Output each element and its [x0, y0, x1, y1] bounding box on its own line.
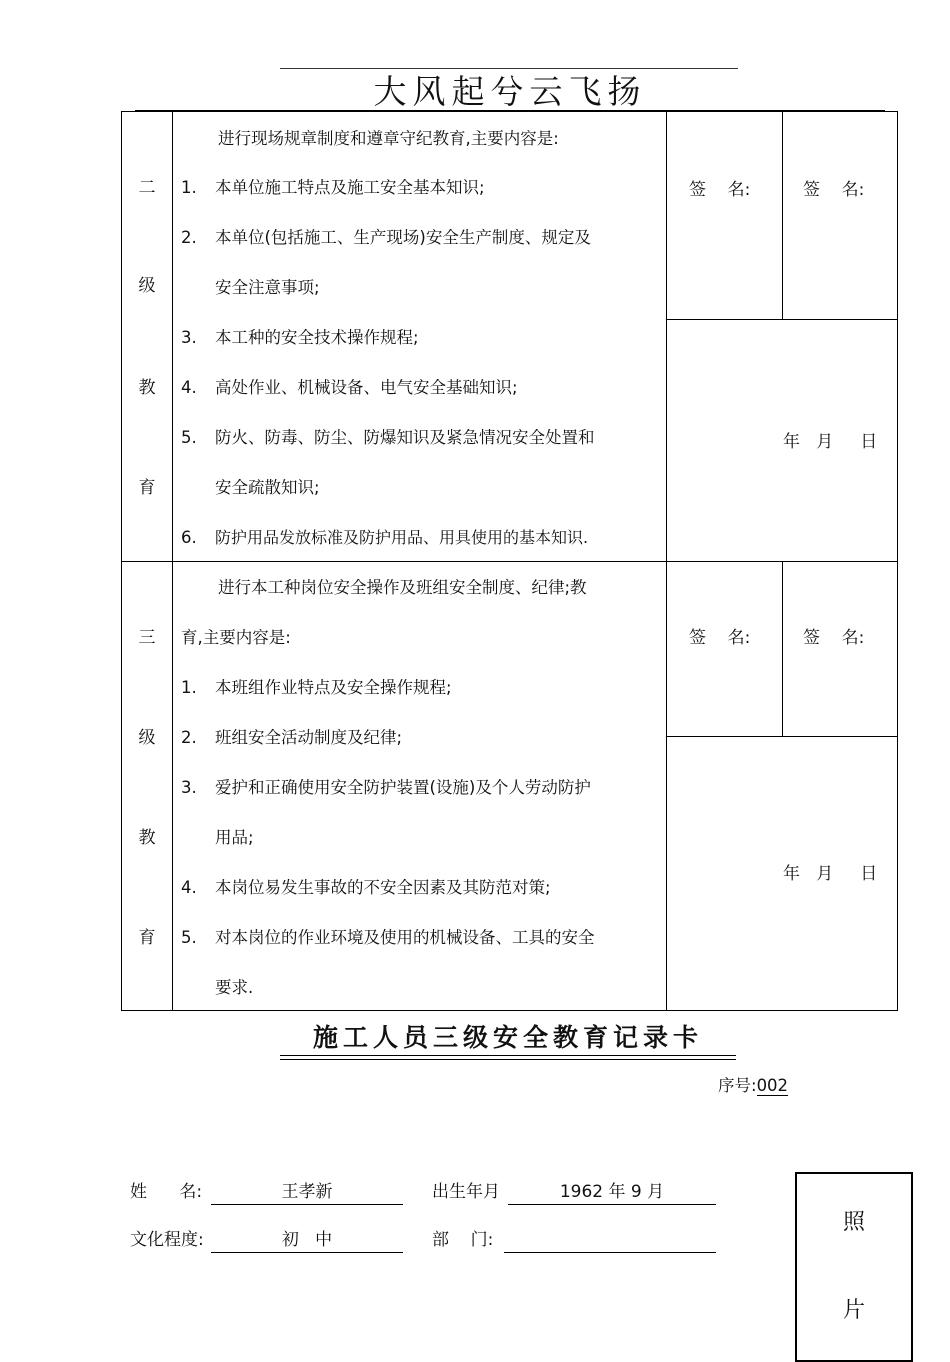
- item-text: 防护用品发放标准及防护用品、用具使用的基本知识.: [215, 528, 589, 547]
- section-2-label-char: 育: [138, 478, 156, 498]
- item-number: 1.: [181, 178, 197, 197]
- item-text: 对本岗位的作业环境及使用的机械设备、工具的安全: [215, 928, 595, 947]
- item-text: 爱护和正确使用安全防护装置(设施)及个人劳动防护: [215, 778, 591, 797]
- signature-label: 签 名:: [689, 628, 751, 648]
- item-number: 6.: [181, 528, 197, 547]
- education-label: 文化程度:: [130, 1230, 204, 1250]
- header-rule-top: [280, 68, 738, 69]
- photo-box: [795, 1172, 913, 1362]
- name-label: 姓 名:: [130, 1182, 203, 1202]
- col-divider: [782, 561, 783, 736]
- serial-label: 序号:: [718, 1076, 757, 1095]
- serial-number: [718, 1074, 788, 1098]
- item-number: 5.: [181, 428, 197, 447]
- item-text: 高处作业、机械设备、电气安全基础知识;: [215, 378, 518, 397]
- slogan: 大风起兮云飞扬: [373, 72, 647, 111]
- col-divider: [666, 561, 667, 1011]
- item-text: 本单位(包括施工、生产现场)安全生产制度、规定及: [215, 228, 591, 247]
- department-field[interactable]: [504, 1228, 716, 1253]
- section-3-label-char: 级: [138, 728, 156, 748]
- item-text: 本岗位易发生事故的不安全因素及其防范对策;: [215, 878, 551, 897]
- section-3-intro: 进行本工种岗位安全操作及班组安全制度、纪律;教: [218, 578, 587, 597]
- row-divider: [666, 736, 897, 737]
- item-text: 本班组作业特点及安全操作规程;: [215, 678, 452, 697]
- section-2-label-char: 教: [138, 378, 156, 398]
- section-3-label-char: 育: [138, 928, 156, 948]
- card-title: 施工人员三级安全教育记录卡: [312, 1023, 703, 1052]
- item-number: 2.: [181, 728, 197, 747]
- item-text: 防火、防毒、防尘、防爆知识及紧急情况安全处置和: [215, 428, 595, 447]
- signature-label: 签 名:: [803, 180, 865, 200]
- section-2-intro: 进行现场规章制度和遵章守纪教育,主要内容是:: [218, 129, 559, 148]
- item-number: 2.: [181, 228, 197, 247]
- item-text: 本单位施工特点及施工安全基本知识;: [215, 178, 485, 197]
- item-text: 用品;: [215, 828, 254, 847]
- item-text: 安全疏散知识;: [215, 478, 320, 497]
- date-label: 年 月 日: [783, 432, 878, 452]
- section-2-label-char: 二: [138, 178, 156, 198]
- row-divider: [666, 319, 897, 320]
- section-3-intro: 育,主要内容是:: [181, 628, 291, 647]
- item-number: 5.: [181, 928, 197, 947]
- signature-label: 签 名:: [689, 180, 751, 200]
- serial-value: 002: [756, 1076, 789, 1095]
- section-3-label-char: 三: [138, 628, 156, 648]
- item-number: 4.: [181, 378, 197, 397]
- birth-field[interactable]: 1962 年 9 月: [508, 1180, 716, 1205]
- education-field[interactable]: 初 中: [211, 1228, 403, 1253]
- item-text: 本工种的安全技术操作规程;: [215, 328, 419, 347]
- col-divider: [666, 111, 667, 562]
- department-label: 部 门:: [432, 1230, 494, 1250]
- photo-label-char: 照: [842, 1210, 865, 1235]
- title-underline: [280, 1055, 736, 1056]
- item-text: 安全注意事项;: [215, 278, 320, 297]
- photo-label-char: 片: [842, 1298, 865, 1323]
- title-underline: [280, 1059, 736, 1060]
- item-number: 4.: [181, 878, 197, 897]
- item-number: 3.: [181, 328, 197, 347]
- item-number: 3.: [181, 778, 197, 797]
- name-field[interactable]: 王孝新: [211, 1180, 403, 1205]
- birth-label: 出生年月: [432, 1182, 500, 1202]
- signature-label: 签 名:: [803, 628, 865, 648]
- item-text: 要求.: [215, 978, 254, 997]
- col-divider: [782, 111, 783, 319]
- item-number: 1.: [181, 678, 197, 697]
- section-2-label-char: 级: [138, 276, 156, 296]
- item-text: 班组安全活动制度及纪律;: [215, 728, 403, 747]
- date-label: 年 月 日: [783, 864, 878, 884]
- section-3-label-char: 教: [138, 828, 156, 848]
